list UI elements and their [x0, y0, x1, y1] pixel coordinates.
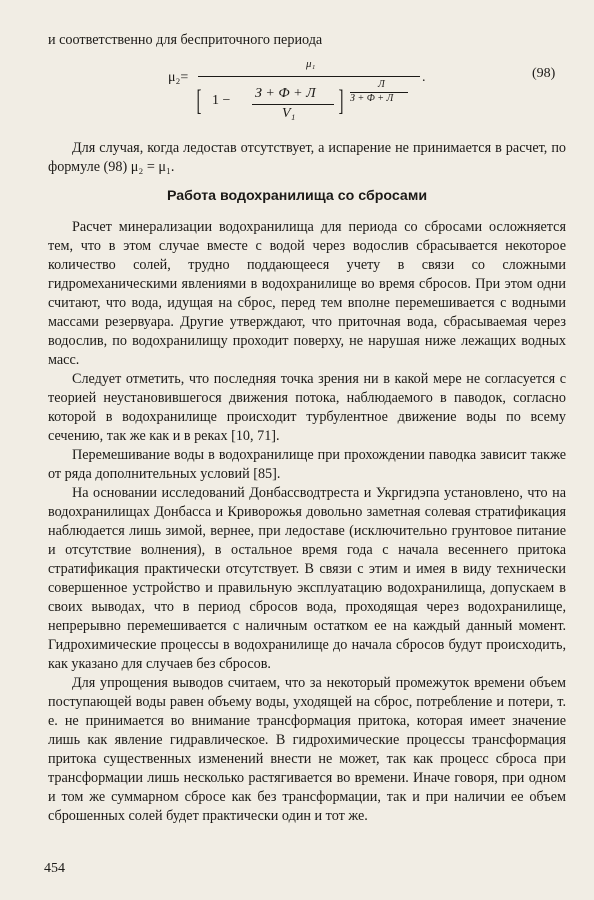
paragraph: Для упрощения выводов считаем, что за некоторый промежуток времени объем поступающей воды равен объему воды, уходящей на сброс, потребление и потери, т. е. не принимается во внимание трансформация притока, которая имеет значение лишь как явление гидравлическое. В гидрохимические процессы трансформация притока существенных изменений внести не может, так как процесс сброса при трансформации лишь несколько растягивается во времени. Иначе говоря, при одном и том же суммарном сбросе как без трансформации, так и при наличии ее объем сброшенных солей будет практически один и тот же. — [48, 675, 566, 824]
formula-exponent-denominator: З + Ф + Л — [350, 93, 394, 104]
body-text — [48, 218, 566, 826]
formula-denominator — [196, 79, 430, 121]
formula-numerator: μ₁ — [306, 58, 316, 70]
formula-lhs: μ₂= — [168, 70, 189, 85]
after-formula-text — [48, 139, 566, 177]
formula-98 — [0, 58, 594, 128]
left-bracket: [ — [196, 84, 202, 117]
paragraph: Перемешивание воды в водохранилище при прохождении паводка зависит также от ряда дополнительных условий [85]. — [48, 447, 566, 482]
formula-one-minus: 1 − — [212, 93, 231, 108]
intro-line: и соответственно для бесприточного периода — [48, 32, 323, 48]
paragraph: Следует отметить, что последняя точка зрения ни в какой мере не согласуется с теорией неустановившегося движения потока, наблюдаемого в паводок, согласно которой в водохранилище происходит турбулентное движение воды по всему сечению, так же как и в реках [10, 71]. — [48, 371, 566, 444]
right-bracket: ] — [338, 84, 344, 117]
formula-inner-numerator: З + Ф + Л — [255, 86, 316, 101]
paragraph: На основании исследований Донбассводтреста и Укргидэпа установлено, что на водохранилищах Донбасса и Криворожья довольно заметная солевая стратификация наблюдается лишь зимой, вернее, при ледоставе (исключительно грунтовое питание и отсутствие волнения), в остальное время года с начала весеннего притока стратификация практически отсутствует. В связи с этим и имея в виду технически совершенное устройство и правильную эксплуатацию водохранилища, допускаем в своих выводах, что в период сбросов вода, проходящая через водохранилище, непрерывно перемешивается с наличным остатком ее на каждый данный момент. Гидрохимические процессы в водохранилище до начала сбросов будут происходить, как указано для случаев без сбросов. — [48, 485, 566, 672]
after-formula-paragraph: Для случая, когда ледостав отсутствует, а испарение не принимается в расчет, по формуле (98) μ₂ = μ₁. — [48, 140, 566, 175]
formula-end-dot: . — [422, 70, 426, 85]
formula-inner-line — [252, 104, 334, 105]
formula-inner-denominator: V₁ — [282, 106, 296, 121]
formula-fraction-line — [198, 76, 420, 77]
page-number: 454 — [44, 861, 65, 876]
paragraph: Расчет минерализации водохранилища для периода со сбросами осложняется тем, что в этом случае вместе с водой через водослив сбрасывается некоторое количество солей, трудно поддающееся учету в связи со сложными гидромеханическими явлениями в водохранилище во время сбросов. При этом одни считают, что вода, идущая на сброс, перед тем вполне перемешивается с водными массами резервуара. Другие утверждают, что приточная вода, сбрасываемая через водослив, по водохранилищу проходит поверху, не нарушая ниже лежащих водных масс. — [48, 219, 566, 368]
formula-exponent-numerator: Л — [378, 79, 385, 90]
equation-number: (98) — [532, 66, 556, 81]
section-heading: Работа водохранилища со сбросами — [166, 188, 428, 204]
